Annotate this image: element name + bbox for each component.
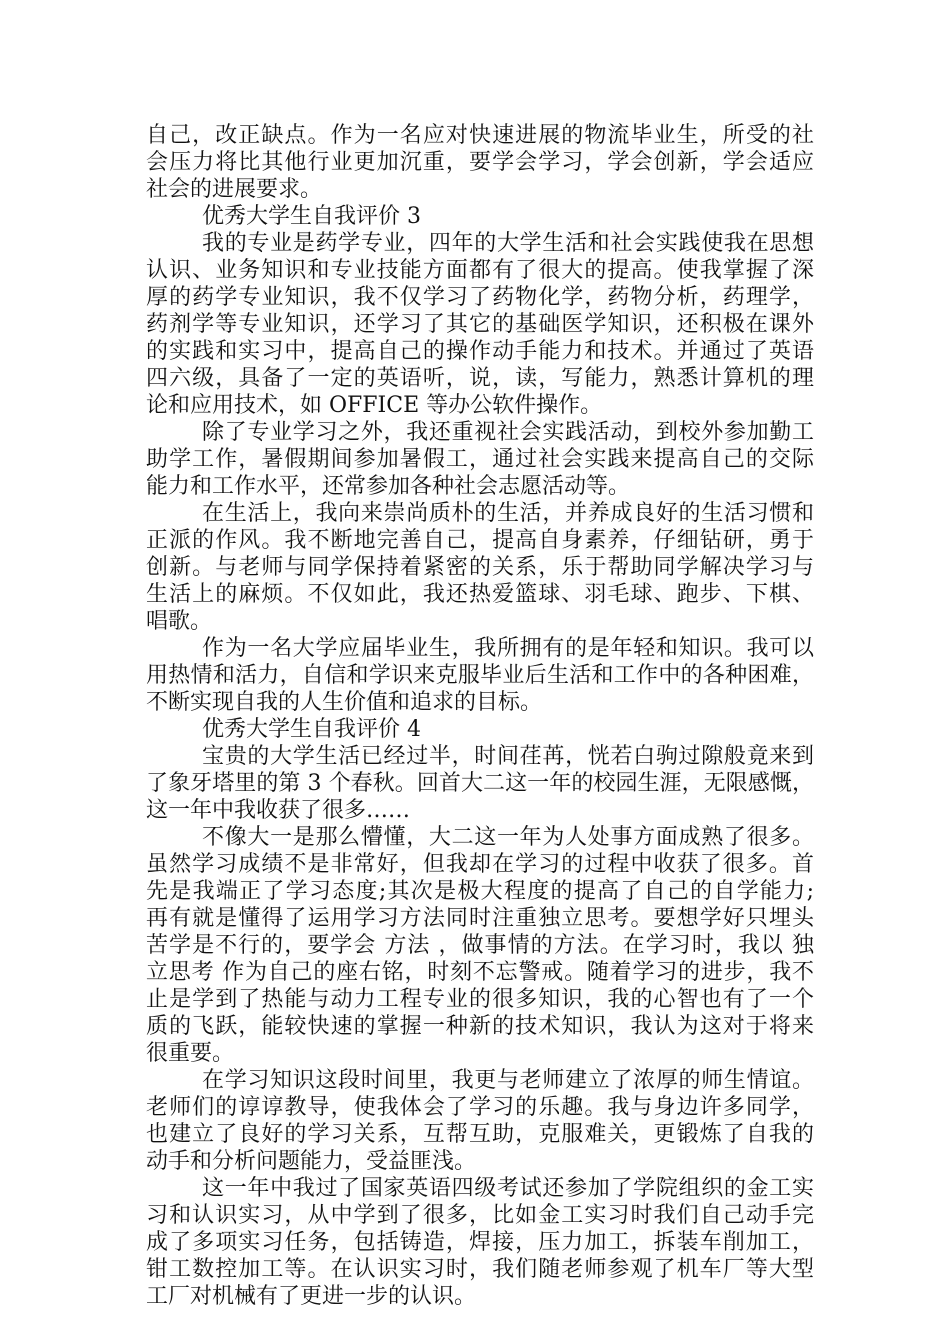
text-line: 厚的药学专业知识，我不仅学习了药物化学，药物分析，药理学， xyxy=(146,285,814,310)
section-heading: 优秀大学生自我评价 3 xyxy=(202,204,421,229)
text-line: 工厂对机械有了更进一步的认识。 xyxy=(146,1284,477,1309)
text-line: 社会的进展要求。 xyxy=(146,177,323,202)
text-line: 动手和分析问题能力，受益匪浅。 xyxy=(146,1149,477,1174)
text-line: 能力和工作水平，还常参加各种社会志愿活动等。 xyxy=(146,474,631,499)
document-body xyxy=(146,122,814,1310)
text-line: 不断实现自我的人生价值和追求的目标。 xyxy=(146,690,543,715)
text-line: 正派的作风。我不断地完善自己，提高自身素养，仔细钻研，勇于 xyxy=(146,528,814,553)
text-line: 立思考 作为自己的座右铭，时刻不忘警戒。随着学习的进步，我不 xyxy=(146,960,814,985)
text-line: 会压力将比其他行业更加沉重，要学会学习，学会创新，学会适应 xyxy=(146,150,814,175)
text-line: 了象牙塔里的第 3 个春秋。回首大二这一年的校园生涯，无限感慨， xyxy=(146,771,814,796)
text-line: 四六级，具备了一定的英语听，说，读，写能力，熟悉计算机的理 xyxy=(146,366,814,391)
text-line: 这一年中我过了国家英语四级考试还参加了学院组织的金工实 xyxy=(202,1176,814,1201)
text-line: 宝贵的大学生活已经过半，时间荏苒，恍若白驹过隙般竟来到 xyxy=(202,744,814,769)
text-line: 成了多项实习任务，包括铸造，焊接，压力加工，拆装车削加工， xyxy=(146,1230,814,1255)
text-line: 除了专业学习之外，我还重视社会实践活动，到校外参加勤工 xyxy=(202,420,814,445)
text-line: 钳工数控加工等。在认识实习时，我们随老师参观了机车厂等大型 xyxy=(146,1257,814,1282)
text-line: 认识、业务知识和专业技能方面都有了很大的提高。使我掌握了深 xyxy=(146,258,814,283)
text-line: 习和认识实习，从中学到了很多，比如金工实习时我们自己动手完 xyxy=(146,1203,814,1228)
text-line: 的实践和实习中，提高自己的操作动手能力和技术。并通过了英语 xyxy=(146,339,814,364)
text-line: 老师们的谆谆教导，使我体会了学习的乐趣。我与身边许多同学， xyxy=(146,1095,814,1120)
text-line: 苦学是不行的，要学会 方法 ，做事情的方法。在学习时，我以 独 xyxy=(146,933,814,958)
text-line: 生活上的麻烦。不仅如此，我还热爱篮球、羽毛球、跑步、下棋、 xyxy=(146,582,814,607)
text-line: 虽然学习成绩不是非常好，但我却在学习的过程中收获了很多。首 xyxy=(146,852,814,877)
text-line: 这一年中我收获了很多…… xyxy=(146,798,411,823)
text-line: 助学工作，暑假期间参加暑假工，通过社会实践来提高自己的交际 xyxy=(146,447,814,472)
text-line: 创新。与老师与同学保持着紧密的关系，乐于帮助同学解决学习与 xyxy=(146,555,814,580)
text-line: 在学习知识这段时间里，我更与老师建立了浓厚的师生情谊。 xyxy=(202,1068,814,1093)
text-line: 用热情和活力，自信和学识来克服毕业后生活和工作中的各种困难， xyxy=(146,663,814,688)
text-line: 不像大一是那么懵懂，大二这一年为人处事方面成熟了很多。 xyxy=(202,825,814,850)
text-line: 唱歌。 xyxy=(146,609,213,634)
text-line: 作为一名大学应届毕业生，我所拥有的是年轻和知识。我可以 xyxy=(202,636,814,661)
text-line: 在生活上，我向来崇尚质朴的生活，并养成良好的生活习惯和 xyxy=(202,501,814,526)
text-line: 很重要。 xyxy=(146,1041,235,1066)
text-line: 也建立了良好的学习关系，互帮互助，克服难关，更锻炼了自我的 xyxy=(146,1122,814,1147)
text-line: 止是学到了热能与动力工程专业的很多知识，我的心智也有了一个 xyxy=(146,987,814,1012)
text-line: 质的飞跃，能较快速的掌握一种新的技术知识，我认为这对于将来 xyxy=(146,1014,814,1039)
text-line: 药剂学等专业知识，还学习了其它的基础医学知识，还积极在课外 xyxy=(146,312,814,337)
section-heading: 优秀大学生自我评价 4 xyxy=(202,717,421,742)
text-line: 自己，改正缺点。作为一名应对快速进展的物流毕业生，所受的社 xyxy=(146,123,814,148)
text-line: 我的专业是药学专业，四年的大学生活和社会实践使我在思想 xyxy=(202,231,814,256)
text-line: 论和应用技术，如 OFFICE 等办公软件操作。 xyxy=(146,393,603,418)
text-line: 再有就是懂得了运用学习方法同时注重独立思考。要想学好只埋头 xyxy=(146,906,814,931)
text-line: 先是我端正了学习态度;其次是极大程度的提高了自己的自学能力; xyxy=(146,879,814,904)
